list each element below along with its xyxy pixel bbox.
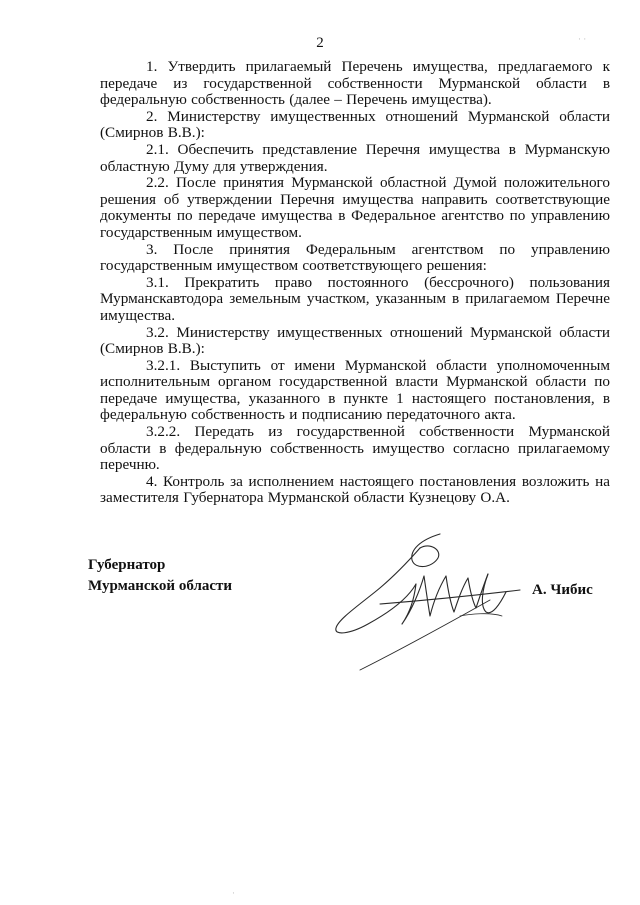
signatory-title-line-1: Губернатор bbox=[88, 557, 166, 573]
signatory-name: А. Чибис bbox=[532, 582, 593, 598]
paragraph-3-2-1: 3.2.1. Выступить от имени Мурманской области уполномоченным исполнительным органом государственной власти Мурманской области по передаче имущества, указанного в пункте 1 настоящего постановления, в федеральную собственность и подписанию передаточного акта. bbox=[100, 356, 610, 424]
paragraph-3-2: 3.2. Министерству имущественных отношений Мурманской области (Смирнов В.В.): bbox=[100, 323, 610, 358]
handwritten-signature bbox=[320, 520, 530, 680]
paragraph-3: 3. После принятия Федеральным агентством по управлению государственным имуществом соответствующего решения: bbox=[100, 240, 610, 275]
document-body bbox=[100, 59, 610, 507]
signatory-title-line-2: Мурманской области bbox=[88, 578, 233, 594]
paragraph-3-2-2: 3.2.2. Передать из государственной собственности Мурманской области в федеральную собственность имущество согласно прилагаемому перечню. bbox=[100, 423, 610, 474]
paragraph-2-2: 2.2. После принятия Мурманской областной Думой положительного решения об утверждении Перечня имущества направить соответствующие документы по передаче имущества в Федеральное агентство по управлению государственным имуществом. bbox=[100, 174, 610, 241]
signatory-title bbox=[88, 555, 232, 597]
paragraph-2: 2. Министерству имущественных отношений Мурманской области (Смирнов В.В.): bbox=[100, 107, 610, 142]
paragraph-4: 4. Контроль за исполнением настоящего постановления возложить на заместителя Губернатора Мурманской области Кузнецову О.А. bbox=[100, 472, 610, 507]
scan-speck: · bbox=[232, 888, 235, 898]
paragraph-2-1: 2.1. Обеспечить представление Перечня имущества в Мурманскую областную Думу для утверждения. bbox=[100, 140, 610, 175]
scan-speck: · · bbox=[578, 34, 587, 44]
paragraph-3-1: 3.1. Прекратить право постоянного (бессрочного) пользования Мурманскавтодора земельным участком, указанным в прилагаемом Перечне имущества. bbox=[100, 273, 610, 324]
paragraph-1: 1. Утвердить прилагаемый Перечень имущества, предлагаемого к передаче из государственной собственности Мурманской области в федеральную собственность (далее – Перечень имущества). bbox=[100, 58, 610, 109]
page-number: 2 bbox=[316, 35, 324, 51]
